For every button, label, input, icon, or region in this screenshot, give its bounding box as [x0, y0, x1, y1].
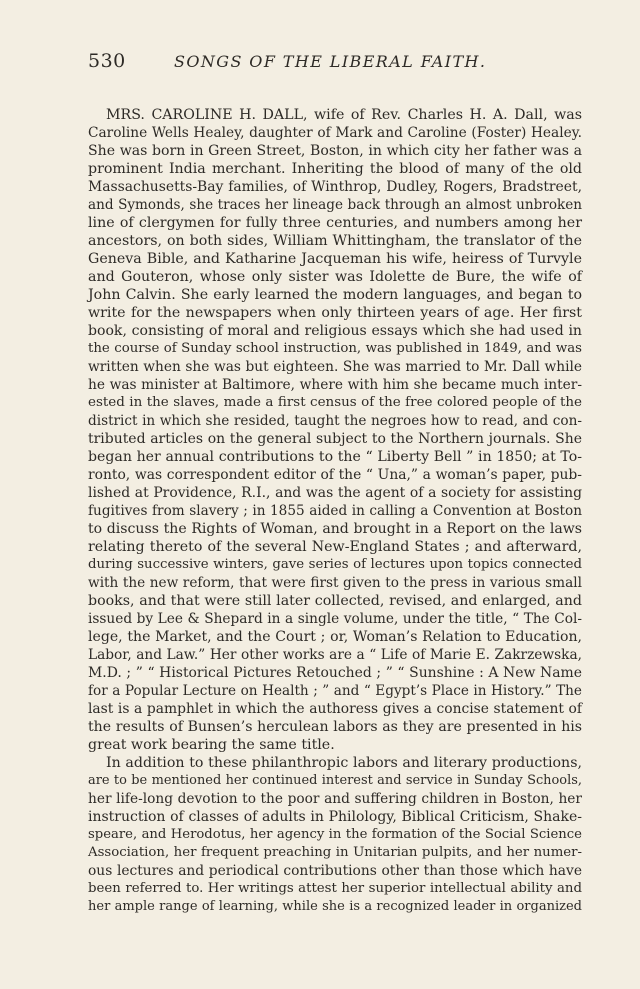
text-line: issued by Lee & Shepard in a single volume, under the title, “ The Col-	[88, 611, 582, 627]
text-line: ous lectures and periodical contributions other than those which have	[88, 863, 582, 879]
running-title: SONGS OF THE LIBERAL FAITH.	[174, 52, 487, 71]
text-line: ested in the slaves, made a first census of the free colored people of the	[88, 395, 582, 410]
text-line: fugitives from slavery ; in 1855 aided in calling a Convention at Boston	[88, 503, 582, 519]
paragraph-dall-activities	[88, 754, 582, 916]
text-line: last is a pamphlet in which the authoress gives a concise statement of	[88, 701, 582, 717]
text-line: and Symonds, she traces her lineage back through an almost unbroken	[88, 197, 582, 213]
text-line: are to be mentioned her continued interest and service in Sunday Schools,	[88, 773, 582, 788]
text-line: M.D. ; ” “ Historical Pictures Retouched ; ” “ Sunshine : A New Name	[88, 665, 582, 681]
text-line: her life-long devotion to the poor and suffering children in Boston, her	[88, 791, 582, 807]
text-line: with the new reform, that were first given to the press in various small	[88, 575, 582, 591]
text-line: relating thereto of the several New-England States ; and afterward,	[88, 539, 582, 555]
text-line: district in which she resided, taught the negroes how to read, and con-	[88, 413, 582, 429]
text-line: speare, and Herodotus, her agency in the formation of the Social Science	[88, 827, 582, 842]
text-line: the course of Sunday school instruction, was published in 1849, and was	[88, 341, 582, 356]
text-line: ronto, was correspondent editor of the “ Una,” a woman’s paper, pub-	[88, 467, 582, 483]
text-line: he was minister at Baltimore, where with him she became much inter-	[88, 377, 582, 393]
paragraph-dall-biography	[88, 106, 582, 754]
running-header	[88, 50, 582, 74]
body-text	[88, 106, 582, 916]
text-line: instruction of classes of adults in Philology, Biblical Criticism, Shake-	[88, 809, 582, 825]
text-line: Massachusetts-Bay families, of Winthrop, Dudley, Rogers, Bradstreet,	[88, 179, 582, 195]
text-line: book, consisting of moral and religious essays which she had used in	[88, 323, 582, 339]
text-line: ancestors, on both sides, William Whittingham, the translator of the	[88, 233, 582, 249]
text-line: In addition to these philanthropic labors and literary productions,	[106, 755, 582, 771]
text-line: MRS. CAROLINE H. DALL, wife of Rev. Charles H. A. Dall, was	[106, 107, 582, 123]
text-line: and Gouteron, whose only sister was Idolette de Bure, the wife of	[88, 269, 582, 285]
text-line: John Calvin. She early learned the modern languages, and began to	[88, 287, 582, 303]
text-line: She was born in Green Street, Boston, in which city her father was a	[88, 143, 582, 159]
page-number: 530	[88, 50, 126, 72]
text-line: the results of Bunsen’s herculean labors as they are presented in his	[88, 719, 582, 735]
text-line: written when she was but eighteen. She was married to Mr. Dall while	[88, 359, 582, 375]
text-line: to discuss the Rights of Woman, and brought in a Report on the laws	[88, 521, 582, 537]
text-line: books, and that were still later collected, revised, and enlarged, and	[88, 593, 582, 609]
text-line: been referred to. Her writings attest her superior intellectual ability and	[88, 881, 582, 896]
text-line: lished at Providence, R.I., and was the agent of a society for assisting	[88, 485, 582, 501]
text-line: line of clergymen for fully three centuries, and numbers among her	[88, 215, 582, 231]
text-line: Caroline Wells Healey, daughter of Mark and Caroline (Foster) Healey.	[88, 125, 582, 141]
text-line: write for the newspapers when only thirteen years of age. Her first	[88, 305, 582, 321]
text-line: during successive winters, gave series of lectures upon topics connected	[88, 557, 582, 572]
text-line: for a Popular Lecture on Health ; ” and “ Egypt’s Place in History.” The	[88, 683, 582, 699]
text-line: great work bearing the same title.	[88, 737, 335, 753]
text-line: her ample range of learning, while she is a recognized leader in organized	[88, 899, 582, 914]
text-line: began her annual contributions to the “ Liberty Bell ” in 1850; at To-	[88, 449, 582, 465]
text-line: prominent India merchant. Inheriting the blood of many of the old	[88, 161, 582, 177]
text-line: Association, her frequent preaching in Unitarian pulpits, and her numer-	[88, 845, 582, 860]
text-line: Labor, and Law.” Her other works are a “ Life of Marie E. Zakrzewska,	[88, 647, 582, 663]
text-line: Geneva Bible, and Katharine Jacqueman his wife, heiress of Turvyle	[88, 251, 582, 267]
text-line: tributed articles on the general subject to the Northern journals. She	[88, 431, 582, 447]
text-line: lege, the Market, and the Court ; or, Woman’s Relation to Education,	[88, 629, 582, 645]
